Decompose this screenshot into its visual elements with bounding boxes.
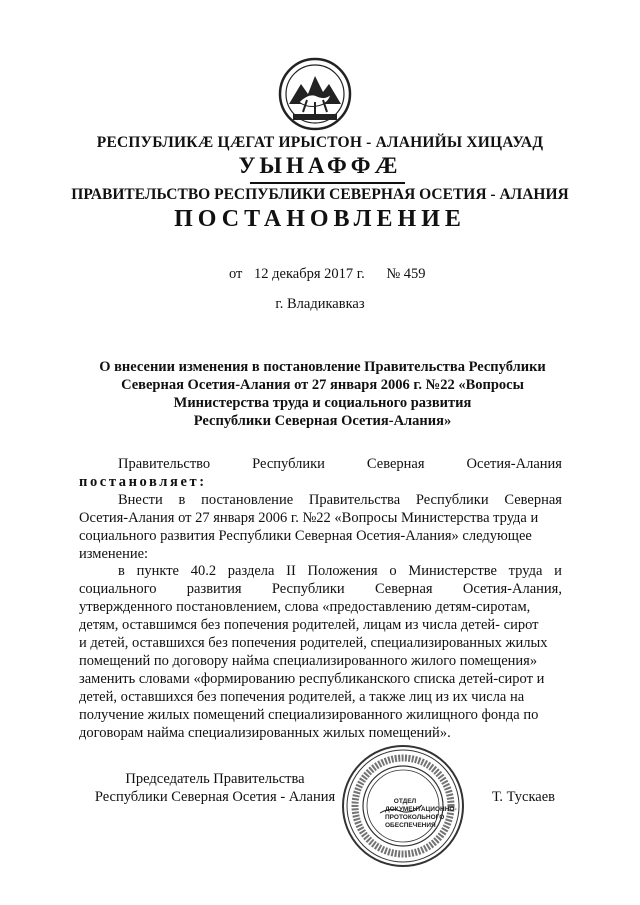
decree-body — [79, 456, 562, 743]
title-line: Министерства труда и социального развития — [173, 395, 472, 411]
header-decree-russian: ПОСТАНОВЛЕНИЕ — [174, 206, 466, 232]
title-line: Республики Северная Осетия-Алания» — [193, 413, 452, 429]
seal-inner-text: ОТДЕЛ ДОКУМЕНТАЦИОННО- ПРОТОКОЛЬНОГО ОБЕСПЕЧЕНИЯ — [385, 798, 457, 829]
body-line: детей, оставшихся без попечения родителей, а также лиц из их числа на — [79, 688, 525, 705]
decree-title — [60, 358, 585, 430]
body-line: изменение: — [79, 545, 149, 562]
body-line: помещений по договору найма специализированного жилого помещения» — [79, 652, 538, 669]
body-line: Правительство Республики Северная Осетия-Алания — [118, 456, 562, 472]
header-government-russian: ПРАВИТЕЛЬСТВО РЕСПУБЛИКИ СЕВЕРНАЯ ОСЕТИЯ - АЛАНИЯ — [71, 186, 569, 203]
body-line: Осетия-Алания от 27 января 2006 г. №22 «Вопросы Министерства труда и — [79, 509, 539, 526]
resolves-keyword: постановляет: — [79, 473, 207, 490]
date-line — [229, 266, 426, 283]
header-republic-ossetian: РЕСПУБЛИКÆ ЦÆГАТ ИРЫСТОН - АЛАНИЙЫ ХИЦАУАД — [96, 134, 544, 151]
title-line: Северная Осетия-Алания от 27 января 2006 г. №22 «Вопросы — [121, 377, 524, 393]
body-line: получение жилых помещений специализированного жилищного фонда по — [79, 706, 539, 723]
decree-date: 12 декабря 2017 г. — [254, 266, 365, 282]
body-line: заменить словами «формированию республиканского списка детей-сирот и — [79, 670, 545, 687]
body-line: социального развития Республики Северная Осетия-Алания, — [79, 581, 562, 598]
decree-number: № 459 — [386, 266, 426, 282]
body-line: социального развития Республики Северная Осетия-Алания» следующее — [79, 527, 532, 544]
title-line: О внесении изменения в постановление Правительства Республики — [99, 359, 546, 375]
body-line: и детей, оставшихся без попечения родителей, специализированных жилых — [79, 635, 548, 652]
body-line: в пункте 40.2 раздела II Положения о Министерстве труда и — [118, 563, 562, 580]
signatory-position: Председатель Правительства Республики Северная Осетия - Алания — [94, 771, 336, 805]
body-line: детям, оставшимся без попечения родителей, лицам из числа детей- сирот — [79, 617, 539, 634]
body-line: договорам найма специализированных жилых помещений». — [79, 724, 451, 741]
body-line: Внести в постановление Правительства Республики Северная — [118, 491, 562, 508]
date-prefix: от — [229, 266, 243, 282]
city: г. Владикавказ — [275, 296, 365, 312]
header-decree-ossetian: УЫНАФФÆ — [238, 153, 402, 178]
header-divider — [250, 182, 405, 184]
body-line: утвержденного постановлением, слова «предоставлению детям-сиротам, — [79, 599, 531, 616]
signatory-name: Т. Тускаев — [492, 789, 556, 805]
coat-of-arms-emblem — [277, 56, 353, 134]
